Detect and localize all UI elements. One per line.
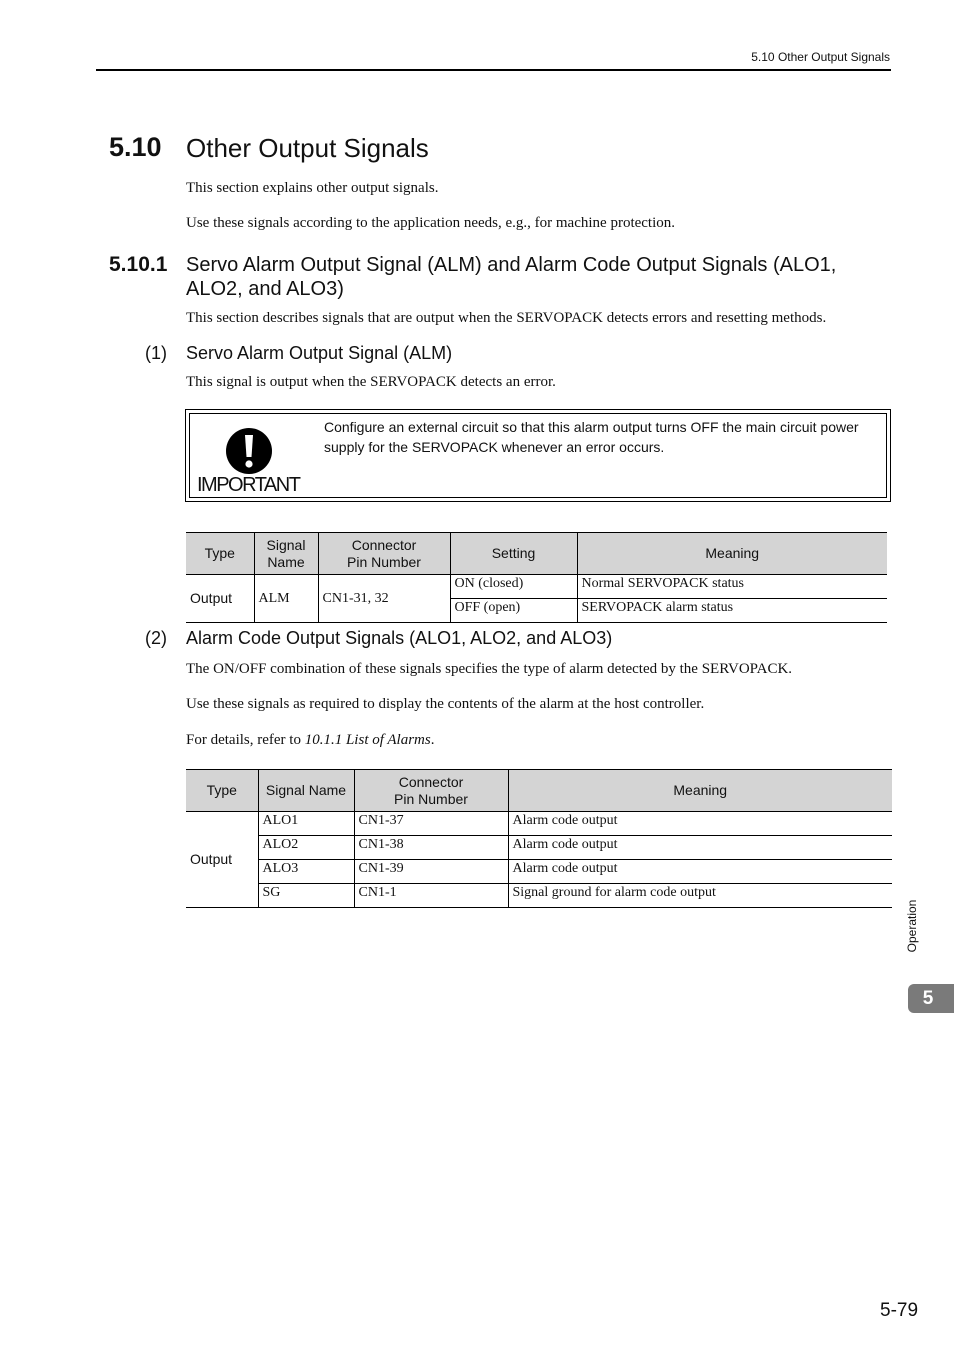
column-header-signal-name: Signal Name [258, 770, 354, 812]
column-header-meaning: Meaning [508, 770, 892, 812]
reference-link[interactable]: 10.1.1 List of Alarms [304, 732, 431, 748]
exclamation-icon [225, 427, 273, 475]
section-intro-2: Use these signals according to the application needs, e.g., for machine protection. [186, 215, 676, 231]
subsection-number: 5.10.1 [109, 253, 168, 276]
section-intro-1: This section explains other output signals. [186, 180, 439, 196]
header-rule [96, 69, 891, 71]
column-header-connector [354, 770, 508, 812]
item-1-index: (1) [145, 343, 167, 363]
header-line: Connector [398, 773, 464, 790]
table-row [186, 575, 887, 599]
cell-meaning: Alarm code output [508, 860, 892, 884]
subsection-title: Servo Alarm Output Signal (ALM) and Alarm Code Output Signals (ALO1, ALO2, and ALO3) [186, 254, 837, 300]
cell-signal: ALM [254, 575, 318, 623]
reference-prefix: For details, refer to [186, 732, 305, 748]
item-2-reference [186, 730, 434, 750]
cell-signal: ALO1 [258, 812, 354, 836]
column-header-signal-name [254, 533, 318, 575]
item-2-text-1: The ON/OFF combination of these signals specifies the type of alarm detected by the SERVOPACK. [186, 661, 793, 677]
chapter-tab: 5 [908, 984, 954, 1013]
cell-connector: CN1-38 [354, 836, 508, 860]
item-2-index: (2) [145, 628, 167, 648]
item-2-text-2: Use these signals as required to display the contents of the alarm at the host controller. [186, 696, 705, 712]
header-line: Name [267, 553, 305, 570]
table-row [186, 812, 892, 836]
column-header-setting: Setting [450, 533, 577, 575]
cell-signal: ALO3 [258, 860, 354, 884]
section-title: Other Output Signals [186, 133, 429, 163]
subsection-intro: This section describes signals that are output when the SERVOPACK detects errors and resetting methods. [186, 310, 827, 326]
cell-type: Output [186, 812, 258, 908]
header-line: Connector [351, 536, 417, 553]
item-1-title: Servo Alarm Output Signal (ALM) [186, 343, 453, 363]
side-tab-label-text: Operation [905, 899, 919, 953]
table-header-row [186, 770, 892, 812]
reference-suffix: . [430, 732, 435, 748]
important-text: Configure an external circuit so that this alarm output turns OFF the main circuit power supply for the SERVOPACK whenever an error occurs. [324, 419, 859, 455]
table-header-row [186, 533, 887, 575]
cell-connector: CN1-31, 32 [318, 575, 450, 623]
important-label: IMPORTANT [197, 474, 300, 496]
cell-type: Output [186, 575, 254, 623]
running-header: 5.10 Other Output Signals [751, 50, 890, 64]
section-number: 5.10 [109, 132, 162, 162]
table-row [186, 860, 892, 884]
column-header-type: Type [186, 770, 258, 812]
item-2-title: Alarm Code Output Signals (ALO1, ALO2, and ALO3) [186, 628, 613, 648]
table-row [186, 836, 892, 860]
column-header-connector [318, 533, 450, 575]
cell-connector: CN1-37 [354, 812, 508, 836]
item-1-text: This signal is output when the SERVOPACK detects an error. [186, 374, 556, 390]
cell-setting: OFF (open) [450, 599, 577, 623]
cell-setting: ON (closed) [450, 575, 577, 599]
header-line: Signal [266, 536, 306, 553]
important-notice [185, 409, 891, 502]
column-header-meaning: Meaning [577, 533, 887, 575]
cell-connector: CN1-1 [354, 884, 508, 908]
alm-signal-table [186, 532, 887, 623]
side-tab-label [899, 895, 925, 959]
cell-connector: CN1-39 [354, 860, 508, 884]
cell-meaning: Signal ground for alarm code output [508, 884, 892, 908]
important-inner-frame [189, 413, 887, 498]
table-row [186, 884, 892, 908]
cell-signal: ALO2 [258, 836, 354, 860]
cell-signal: SG [258, 884, 354, 908]
column-header-type: Type [186, 533, 254, 575]
cell-meaning: SERVOPACK alarm status [577, 599, 887, 623]
page-number: 5-79 [880, 1300, 919, 1321]
cell-meaning: Normal SERVOPACK status [577, 575, 887, 599]
cell-meaning: Alarm code output [508, 836, 892, 860]
header-line: Pin Number [347, 553, 421, 570]
header-line: Pin Number [394, 790, 468, 807]
cell-meaning: Alarm code output [508, 812, 892, 836]
alarm-code-table [186, 769, 892, 908]
